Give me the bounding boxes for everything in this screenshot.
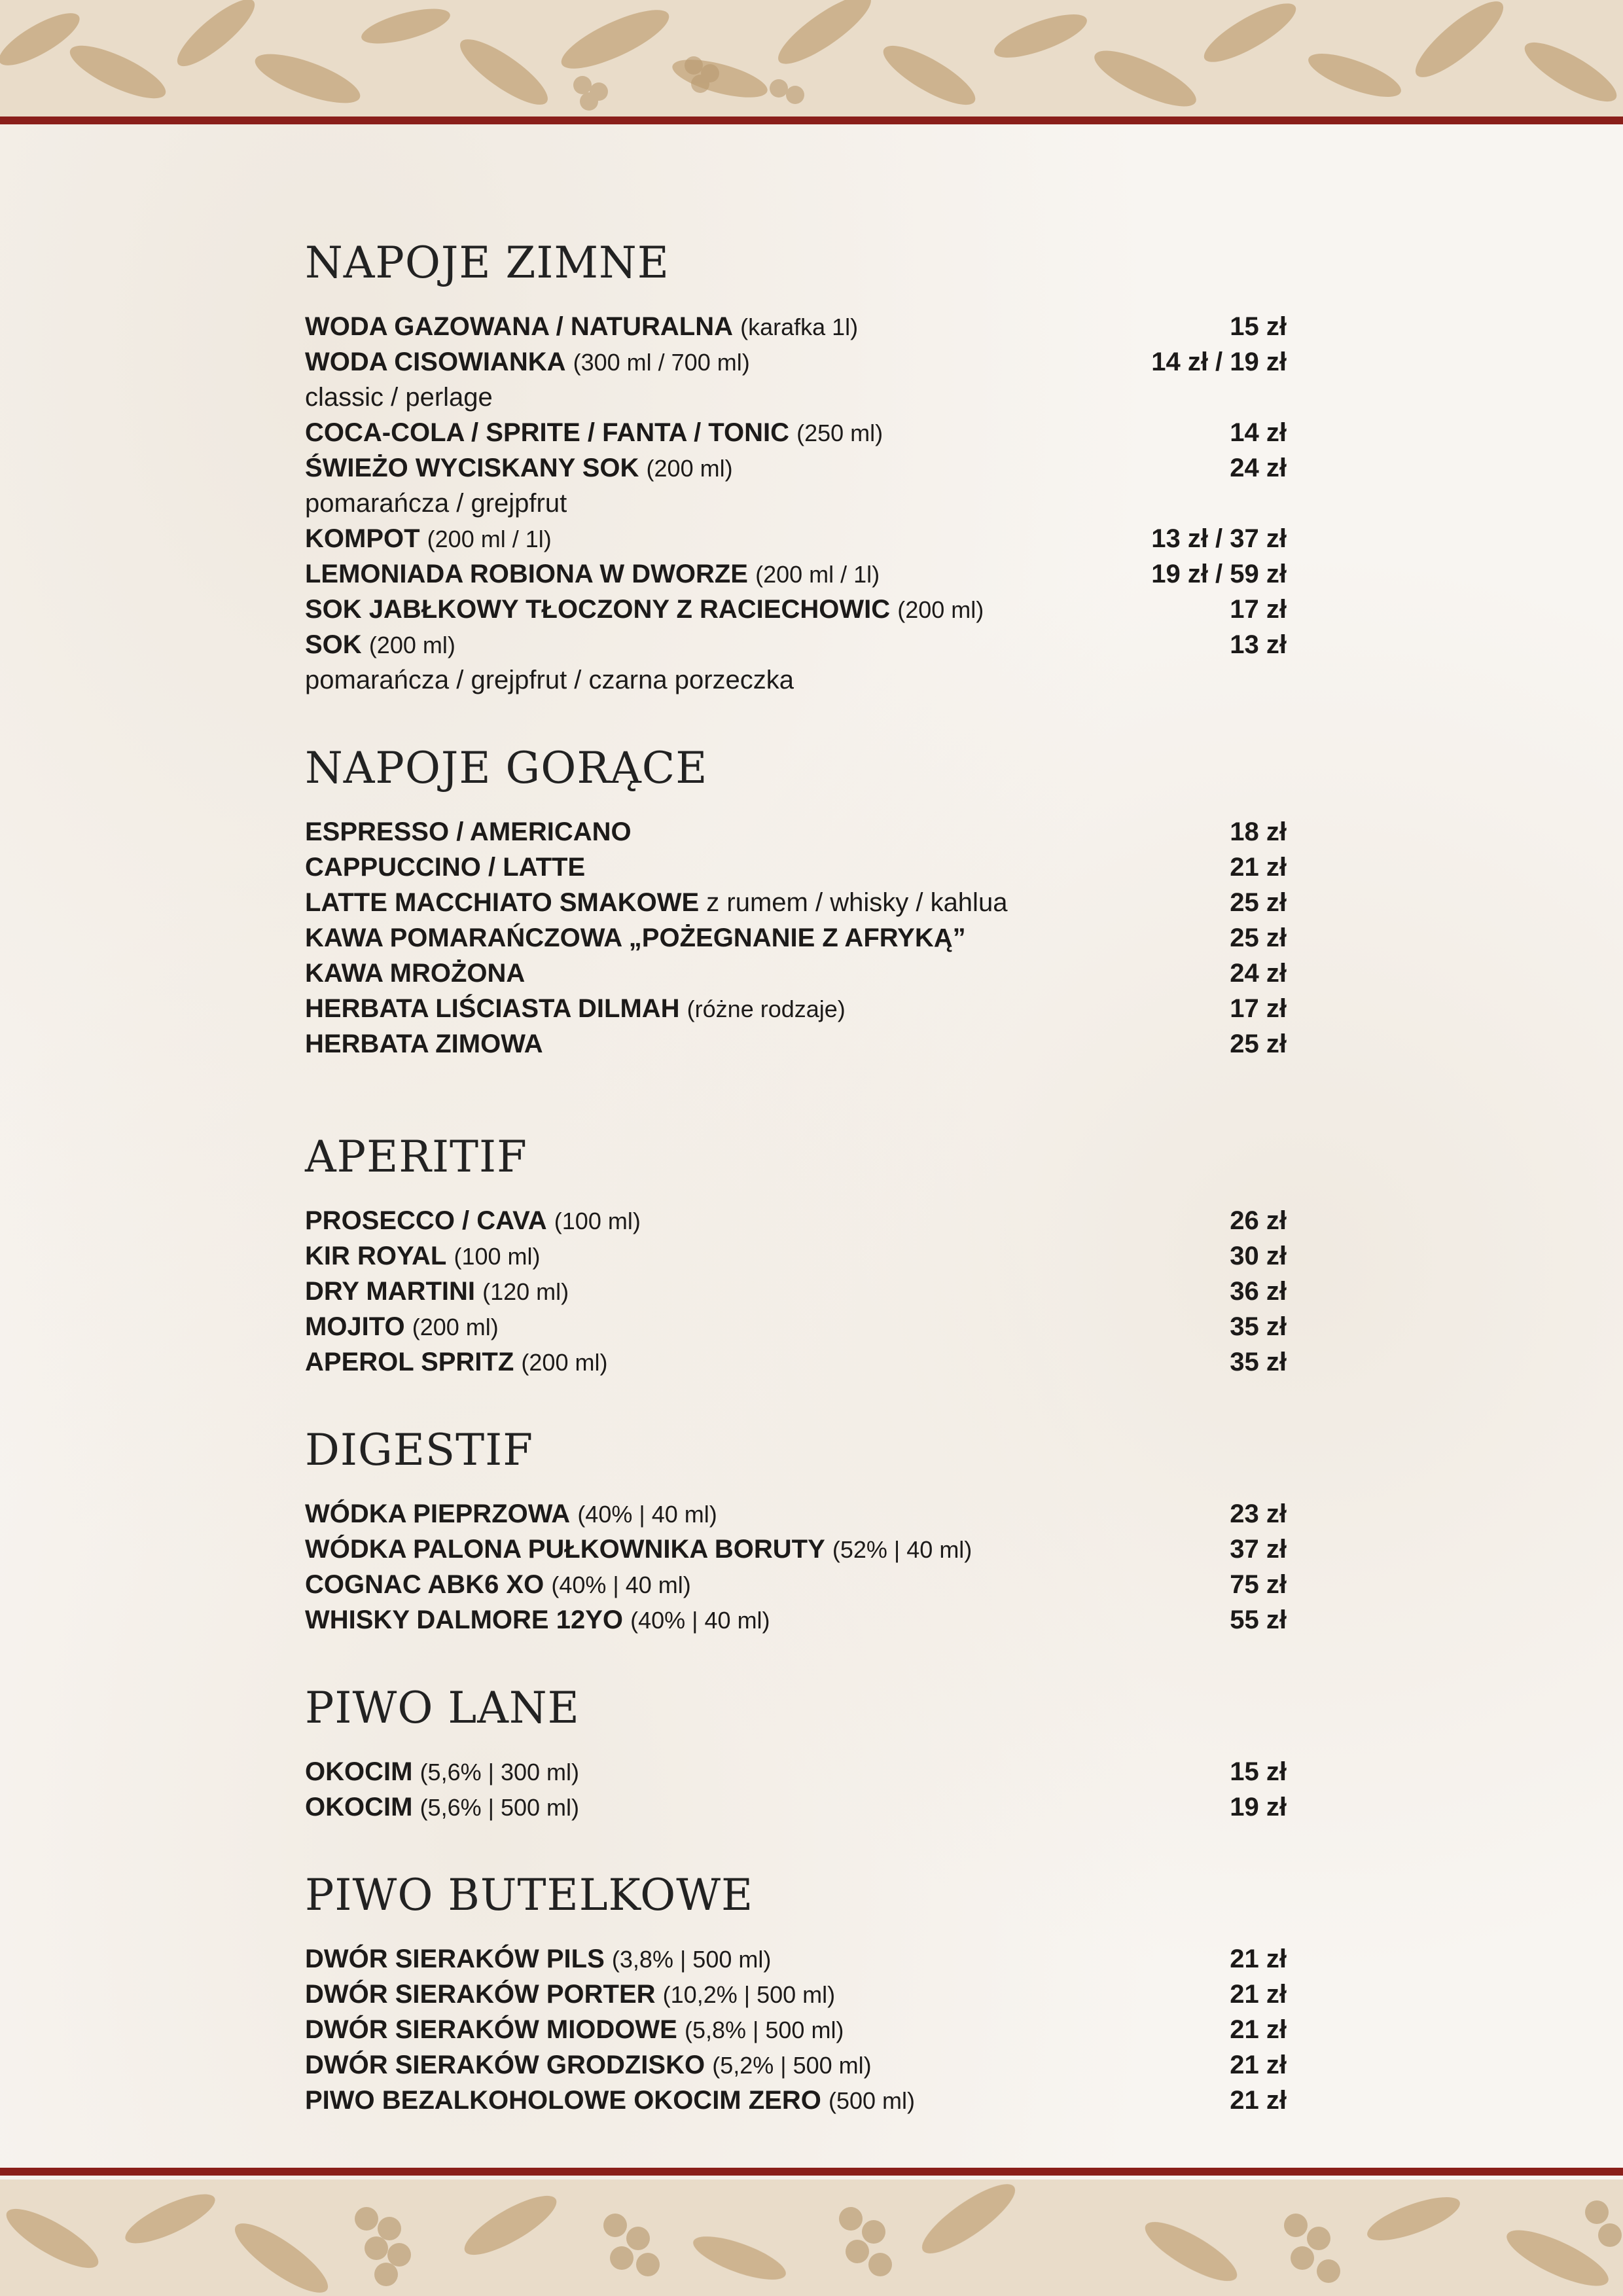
menu-item — [305, 1532, 1300, 1567]
item-name: ŚWIEŻO WYCISKANY SOK — [305, 454, 639, 482]
item-price: 37 zł — [1230, 1535, 1287, 1564]
item-price: 13 zł — [1230, 630, 1287, 659]
item-name: PIWO BEZALKOHOLOWE OKOCIM ZERO — [305, 2086, 821, 2115]
item-name: KOMPOT — [305, 524, 420, 553]
item-name: DWÓR SIERAKÓW PILS — [305, 1945, 605, 1973]
section-aperitif — [305, 1130, 1300, 1380]
menu-item — [305, 1754, 1300, 1789]
menu-item — [305, 2012, 1300, 2047]
item-price: 21 zł — [1230, 2051, 1287, 2079]
section-title: PIWO BUTELKOWE — [305, 1870, 754, 1920]
menu-item — [305, 1567, 1300, 1602]
menu-item — [305, 1941, 1300, 1977]
item-price: 26 zł — [1230, 1206, 1287, 1235]
item-variants: pomarańcza / grejpfrut / czarna porzeczka — [305, 666, 794, 694]
item-price: 55 zł — [1230, 1605, 1287, 1634]
menu-item — [305, 1026, 1300, 1062]
item-price: 75 zł — [1230, 1570, 1287, 1599]
section-napoje-zimne — [305, 236, 1300, 698]
menu-item — [305, 1344, 1300, 1380]
item-name: SOK — [305, 630, 362, 659]
section-title: DIGESTIF — [305, 1425, 533, 1475]
bottom-divider-rule — [0, 2168, 1623, 2176]
item-price: 15 zł — [1230, 1757, 1287, 1786]
item-name: SOK JABŁKOWY TŁOCZONY Z RACIECHOWIC — [305, 595, 891, 624]
item-desc: (120 ml) — [482, 1278, 569, 1305]
item-desc: (10,2% | 500 ml) — [662, 1981, 836, 2008]
menu-item — [305, 920, 1300, 956]
item-name: DWÓR SIERAKÓW MIODOWE — [305, 2015, 677, 2044]
item-name: HERBATA LIŚCIASTA DILMAH — [305, 994, 680, 1023]
item-desc: (40% | 40 ml) — [577, 1501, 717, 1528]
menu-item — [305, 1309, 1300, 1344]
section-piwo-lane — [305, 1681, 1300, 1825]
item-desc: (5,6% | 300 ml) — [419, 1759, 580, 1785]
item-price: 21 zł — [1230, 1945, 1287, 1973]
menu-item — [305, 850, 1300, 885]
menu-item — [305, 2083, 1300, 2118]
grape-leaf-ornament-icon — [0, 2179, 1623, 2296]
item-desc: (200 ml) — [368, 632, 455, 658]
section-digestif — [305, 1423, 1300, 1638]
item-price: 24 zł — [1230, 454, 1287, 482]
menu-item — [305, 415, 1300, 450]
item-price: 24 zł — [1230, 959, 1287, 988]
menu-item — [305, 1274, 1300, 1309]
item-price: 14 zł — [1230, 418, 1287, 447]
item-price: 14 zł / 19 zł — [1151, 348, 1287, 376]
item-desc: (karafka 1l) — [740, 314, 859, 340]
item-desc: (200 ml) — [521, 1349, 608, 1376]
menu-item — [305, 1496, 1300, 1532]
menu-item — [305, 885, 1300, 920]
item-name: WHISKY DALMORE 12YO — [305, 1605, 623, 1634]
item-price: 19 zł / 59 zł — [1151, 560, 1287, 588]
item-desc: (500 ml) — [828, 2087, 916, 2114]
item-name: CAPPUCCINO / LATTE — [305, 853, 586, 882]
item-name: LEMONIADA ROBIONA W DWORZE — [305, 560, 748, 588]
menu-item — [305, 1238, 1300, 1274]
item-desc: (250 ml) — [796, 420, 883, 446]
item-name: APEROL SPRITZ — [305, 1348, 514, 1376]
item-name: KIR ROYAL — [305, 1242, 447, 1270]
item-price: 25 zł — [1230, 924, 1287, 952]
item-price: 30 zł — [1230, 1242, 1287, 1270]
item-desc: (52% | 40 ml) — [832, 1536, 972, 1563]
menu-item — [305, 956, 1300, 991]
menu-item — [305, 1977, 1300, 2012]
menu-item — [305, 2047, 1300, 2083]
section-title: PIWO LANE — [305, 1683, 580, 1733]
menu-item — [305, 991, 1300, 1026]
item-price: 21 zł — [1230, 2086, 1287, 2115]
item-desc: (200 ml) — [412, 1314, 499, 1340]
item-name: DRY MARTINI — [305, 1277, 475, 1306]
item-name: WODA GAZOWANA / NATURALNA — [305, 312, 733, 341]
item-price: 25 zł — [1230, 1030, 1287, 1058]
item-price: 35 zł — [1230, 1348, 1287, 1376]
item-price: 17 zł — [1230, 994, 1287, 1023]
menu-item — [305, 344, 1300, 380]
item-name: KAWA MROŻONA — [305, 959, 526, 988]
item-name: WÓDKA PALONA PUŁKOWNIKA BORUTY — [305, 1535, 825, 1564]
item-name: WÓDKA PIEPRZOWA — [305, 1499, 571, 1528]
item-desc: (200 ml / 1l) — [427, 526, 552, 552]
item-price: 35 zł — [1230, 1312, 1287, 1341]
item-variants: classic / perlage — [305, 383, 493, 412]
menu-item — [305, 627, 1300, 662]
section-title: NAPOJE ZIMNE — [305, 238, 669, 288]
item-price: 25 zł — [1230, 888, 1287, 917]
item-name: MOJITO — [305, 1312, 405, 1341]
item-desc: (5,2% | 500 ml) — [712, 2052, 872, 2079]
item-desc: (300 ml / 700 ml) — [573, 349, 750, 376]
top-divider-rule — [0, 117, 1623, 124]
item-desc: (100 ml) — [554, 1208, 641, 1234]
menu-item — [305, 556, 1300, 592]
menu-item — [305, 592, 1300, 627]
item-name: PROSECCO / CAVA — [305, 1206, 547, 1235]
item-name: OKOCIM — [305, 1757, 413, 1786]
bottom-ornament-band — [0, 2179, 1623, 2296]
item-name: DWÓR SIERAKÓW GRODZISKO — [305, 2051, 705, 2079]
item-price: 17 zł — [1230, 595, 1287, 624]
top-ornament-band — [0, 0, 1623, 117]
item-price: 23 zł — [1230, 1499, 1287, 1528]
item-price: 21 zł — [1230, 1980, 1287, 2009]
item-name: WODA CISOWIANKA — [305, 348, 566, 376]
item-name: COGNAC ABK6 XO — [305, 1570, 544, 1599]
item-desc: (40% | 40 ml) — [630, 1607, 770, 1634]
item-desc: (40% | 40 ml) — [551, 1571, 691, 1598]
menu-item — [305, 1789, 1300, 1825]
item-price: 21 zł — [1230, 2015, 1287, 2044]
section-title: NAPOJE GORĄCE — [305, 743, 708, 793]
item-name: ESPRESSO / AMERICANO — [305, 817, 632, 846]
item-desc: (3,8% | 500 ml) — [611, 1946, 772, 1973]
menu-item — [305, 309, 1300, 344]
item-price: 13 zł / 37 zł — [1151, 524, 1287, 553]
item-price: 15 zł — [1230, 312, 1287, 341]
item-price: 36 zł — [1230, 1277, 1287, 1306]
item-price: 19 zł — [1230, 1793, 1287, 1821]
item-desc: (5,8% | 500 ml) — [684, 2017, 844, 2043]
item-name: KAWA POMARAŃCZOWA „POŻEGNANIE Z AFRYKĄ” — [305, 924, 966, 952]
item-name: DWÓR SIERAKÓW PORTER — [305, 1980, 656, 2009]
menu-item — [305, 814, 1300, 850]
menu-item — [305, 1602, 1300, 1638]
item-desc: z rumem / whisky / kahlua — [706, 888, 1008, 917]
section-napoje-gorace — [305, 741, 1300, 1062]
leaf-ornament-icon — [0, 0, 1623, 117]
item-desc: (5,6% | 500 ml) — [419, 1794, 580, 1821]
item-desc: (200 ml) — [646, 455, 733, 482]
item-name: OKOCIM — [305, 1793, 413, 1821]
item-price: 18 zł — [1230, 817, 1287, 846]
item-name: HERBATA ZIMOWA — [305, 1030, 543, 1058]
menu-item — [305, 1203, 1300, 1238]
item-name: LATTE MACCHIATO SMAKOWE — [305, 888, 700, 917]
item-desc: (100 ml) — [454, 1243, 541, 1270]
menu-item — [305, 521, 1300, 556]
item-desc: (200 ml / 1l) — [755, 561, 880, 588]
menu-item — [305, 450, 1300, 486]
item-variants: pomarańcza / grejpfrut — [305, 489, 567, 518]
section-piwo-butelkowe — [305, 1868, 1300, 2118]
item-desc: (różne rodzaje) — [687, 996, 846, 1022]
item-desc: (200 ml) — [897, 596, 984, 623]
menu-content — [305, 236, 1300, 2118]
section-title: APERITIF — [305, 1132, 527, 1182]
item-name: COCA-COLA / SPRITE / FANTA / TONIC — [305, 418, 789, 447]
item-price: 21 zł — [1230, 853, 1287, 882]
